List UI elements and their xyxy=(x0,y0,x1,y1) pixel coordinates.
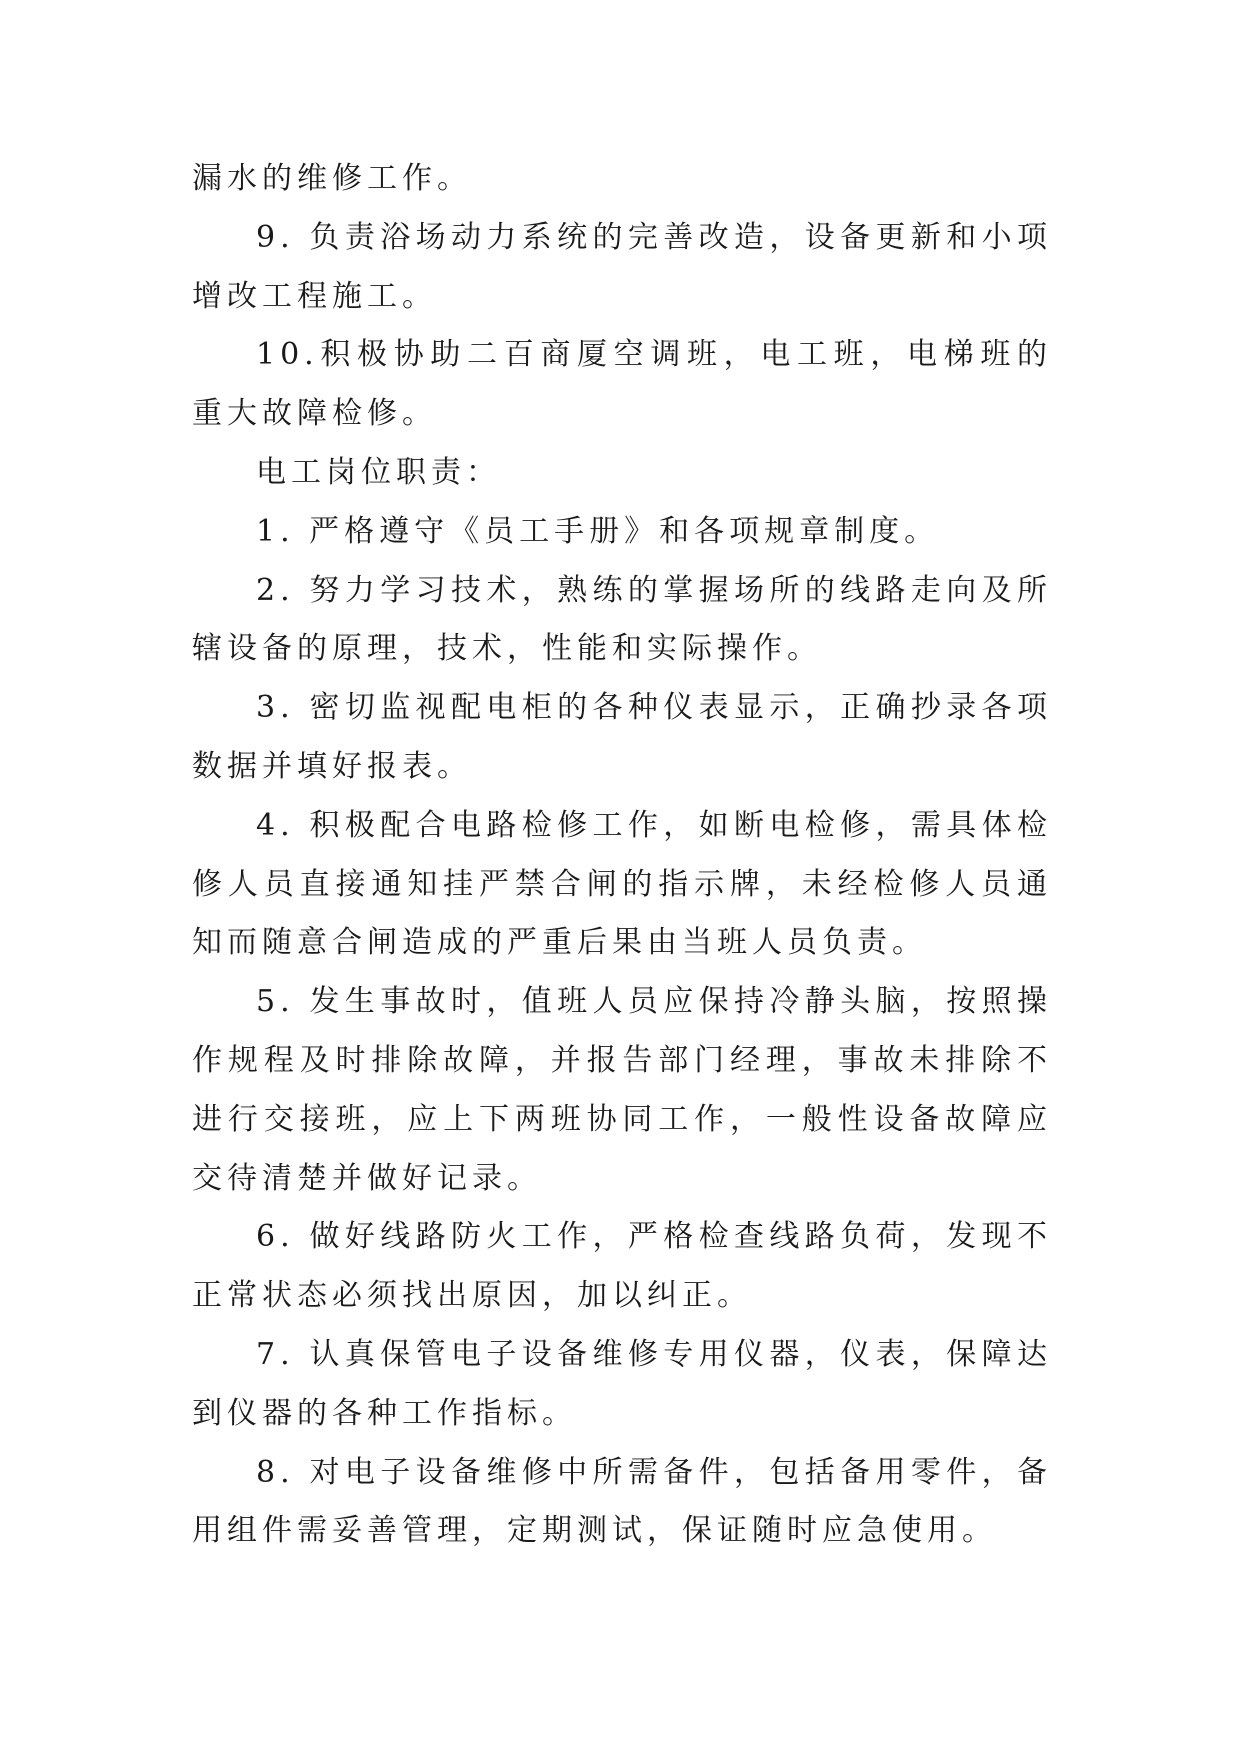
paragraph: 5. 发生事故时，值班人员应保持冷静头脑，按照操作规程及时排除故障，并报告部门经理，事故未排除不进行交接班，应上下两班协同工作，一般性设备故障应交待清楚并做好记录。 xyxy=(192,984,1052,1196)
paragraph: 9. 负责浴场动力系统的完善改造，设备更新和小项增改工程施工。 xyxy=(192,219,1052,314)
section-heading: 电工岗位职责： xyxy=(256,454,501,490)
paragraph: 4. 积极配合电路检修工作，如断电检修，需具体检修人员直接通知挂严禁合闸的指示牌，未经检修人员通知而随意合闸造成的严重后果由当班人员负责。 xyxy=(192,807,1052,961)
paragraph: 2. 努力学习技术，熟练的掌握场所的线路走向及所辖设备的原理，技术，性能和实际操作。 xyxy=(192,572,1052,667)
paragraph: 漏水的维修工作。 xyxy=(192,161,472,196)
paragraph: 1. 严格遵守《员工手册》和各项规章制度。 xyxy=(256,513,940,549)
paragraph: 3. 密切监视配电柜的各种仪表显示，正确抄录各项数据并填好报表。 xyxy=(192,690,1052,784)
document-body xyxy=(192,150,1052,1561)
paragraph: 8. 对电子设备维修中所需备件，包括备用零件，备用组件需妥善管理，定期测试，保证随时应急使用。 xyxy=(192,1454,1052,1549)
paragraph: 7. 认真保管电子设备维修专用仪器，仪表，保障达到仪器的各种工作指标。 xyxy=(192,1336,1052,1431)
paragraph: 10.积极协助二百商厦空调班，电工班，电梯班的重大故障检修。 xyxy=(192,337,1052,432)
paragraph: 6. 做好线路防火工作，严格检查线路负荷，发现不正常状态必须找出原因，加以纠正。 xyxy=(192,1219,1052,1314)
